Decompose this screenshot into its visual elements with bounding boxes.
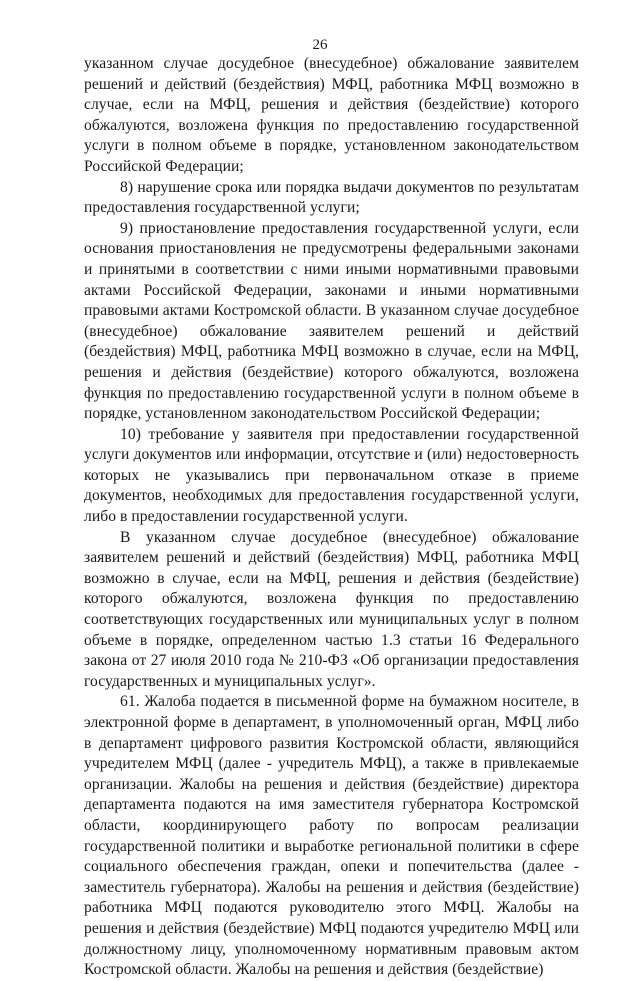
paragraph-61: 61. Жалоба подается в письменной форме на бумажном носителе, в электронной форме в департамент, в уполномоченный орган, МФЦ либо в департамент цифрового развития Костромской области, являющийся учредителем МФЦ (далее - учредитель МФЦ), а также в привлекаемые организации. Жалобы на решения и действия (бездействие) директора департамента подаются на имя заместителя губернатора Костромской области, координирующего работу по вопросам реализации государственной политики и выработке региональной политики в сфере социального обеспечения граждан, опеки и попечительства (далее - заместитель губернатора). Жалобы на решения и действия (бездействие) работника МФЦ подаются руководителю этого МФЦ. Жалобы на решения и действия (бездействие) МФЦ подаются учредителю МФЦ или должностному лицу, уполномоченному нормативным правовым актом Костромской области. Жалобы на решения и действия (бездействие) <box>84 693 579 979</box>
paragraph-item-8: 8) нарушение срока или порядка выдачи документов по результатам предоставления государственной услуги; <box>84 178 579 217</box>
paragraph-item-9: 9) приостановление предоставления государственной услуги, если основания приостановления не предусмотрены федеральными законами и принятыми в соответствии с ними иными нормативными правовыми актами Российской Федерации, законами и иными нормативными правовыми актами Костромской области. В указанном случае досудебное (внесудебное) обжалование заявителем решений и действий (бездействия) МФЦ, работника МФЦ возможно в случае, если на МФЦ, решения и действия (бездействие) которого обжалуются, возложена функция по предоставлению государственной услуги в полном объеме в порядке, установленном законодательством Российской Федерации; <box>84 219 579 423</box>
paragraph-mfc-appeal: В указанном случае досудебное (внесудебное) обжалование заявителем решений и действий (бездействия) МФЦ, работника МФЦ возможно в случае, если на МФЦ, решения и действия (бездействие) которого обжалуются, возложена функция по предоставлению соответствующих государственных или муниципальных услуг в полном объеме в порядке, определенном частью 1.3 статьи 16 Федерального закона от 27 июля 2010 года № 210-ФЗ «Об организации предоставления государственных и муниципальных услуг». <box>84 528 579 690</box>
page-number: 26 <box>312 37 328 53</box>
document-body <box>84 54 579 981</box>
paragraph-item-10: 10) требование у заявителя при предоставлении государственной услуги документов или информации, отсутствие и (или) недостоверность которых не указывались при первоначальном отказе в приеме документов, необходимых для предоставления государственной услуги, либо в предоставлении государственной услуги. <box>84 425 579 526</box>
paragraph-continuation: указанном случае досудебное (внесудебное) обжалование заявителем решений и действий (бездействия) МФЦ, работника МФЦ возможно в случае, если на МФЦ, решения и действия (бездействие) которого обжалуются, возложена функция по предоставлению государственной услуги в полном объеме в порядке, установленном законодательством Российской Федерации; <box>84 55 579 175</box>
